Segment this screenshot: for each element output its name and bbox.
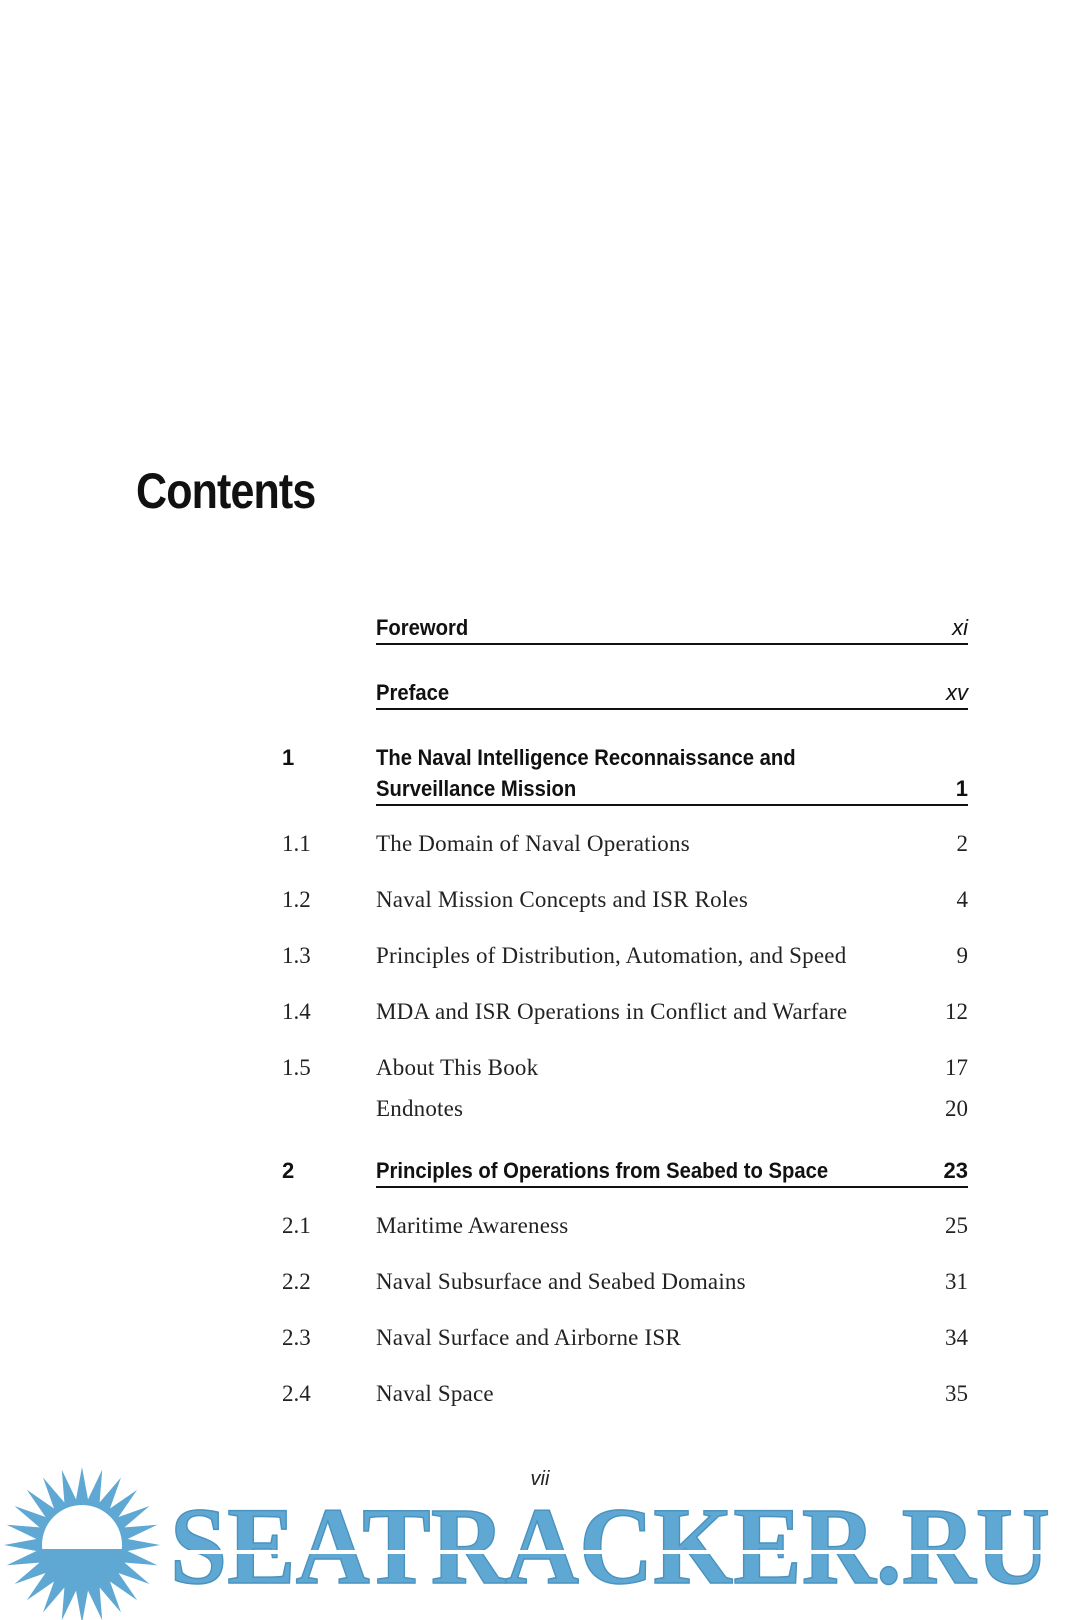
section-page: 17 xyxy=(945,1055,968,1080)
section-page: 35 xyxy=(945,1381,968,1406)
table-of-contents xyxy=(282,612,968,1409)
toc-section[interactable] xyxy=(282,996,968,1027)
toc-entry-body xyxy=(376,1093,968,1124)
toc-entry-body xyxy=(376,940,968,971)
toc-entry-body xyxy=(376,677,968,710)
toc-entry-preface[interactable] xyxy=(282,677,968,710)
section-number: 1.5 xyxy=(282,1055,311,1080)
chapter-number: 2 xyxy=(282,1158,295,1183)
toc-entry-body xyxy=(376,1155,968,1188)
toc-entry-body xyxy=(376,884,968,915)
toc-section[interactable] xyxy=(282,1378,968,1409)
watermark-text: SEATRACKER.RU xyxy=(170,1485,1050,1607)
toc-section[interactable] xyxy=(282,1210,968,1241)
toc-entry-body xyxy=(376,612,968,645)
toc-entry-title: Foreword xyxy=(376,615,469,640)
section-number: 2.2 xyxy=(282,1269,311,1294)
section-page: 31 xyxy=(945,1269,968,1294)
section-number: 1.1 xyxy=(282,831,311,856)
toc-entry-body xyxy=(376,1378,968,1409)
toc-entry-page: xi xyxy=(952,615,968,640)
section-number: 1.4 xyxy=(282,999,311,1024)
toc-entry-body xyxy=(376,1052,968,1083)
section-page: 9 xyxy=(956,943,968,968)
toc-endnotes[interactable] xyxy=(282,1093,968,1124)
section-title: Maritime Awareness xyxy=(376,1213,569,1238)
toc-entry-body xyxy=(376,1322,968,1353)
toc-entry-page: xv xyxy=(946,680,968,705)
section-page: 4 xyxy=(956,887,968,912)
chapter-page: 1 xyxy=(955,776,968,801)
chapter-page: 23 xyxy=(943,1158,968,1183)
toc-section[interactable] xyxy=(282,940,968,971)
sun-icon xyxy=(4,1467,160,1620)
section-number: 1.3 xyxy=(282,943,311,968)
toc-section[interactable] xyxy=(282,1052,968,1083)
toc-entry-body xyxy=(376,742,968,806)
section-page: 25 xyxy=(945,1213,968,1238)
section-page: 34 xyxy=(945,1325,968,1350)
section-title: Principles of Distribution, Automation, and Speed xyxy=(376,943,847,968)
section-title: Naval Space xyxy=(376,1381,494,1406)
section-number: 1.2 xyxy=(282,887,311,912)
section-title: About This Book xyxy=(376,1055,539,1080)
chapter-title: Principles of Operations from Seabed to Space xyxy=(376,1158,829,1183)
toc-section[interactable] xyxy=(282,1266,968,1297)
endnotes-page: 20 xyxy=(945,1096,968,1121)
section-number: 2.3 xyxy=(282,1325,311,1350)
section-number: 2.4 xyxy=(282,1381,311,1406)
section-title: Naval Subsurface and Seabed Domains xyxy=(376,1269,746,1294)
chapter-number: 1 xyxy=(282,745,295,770)
endnotes-title: Endnotes xyxy=(376,1096,464,1121)
toc-chapter-2[interactable] xyxy=(282,1155,968,1188)
chapter-title: The Naval Intelligence Reconnaissance and Surveillance Mission xyxy=(376,745,796,801)
toc-chapter-1[interactable] xyxy=(282,742,968,806)
section-title: Naval Mission Concepts and ISR Roles xyxy=(376,887,748,912)
section-title: Naval Surface and Airborne ISR xyxy=(376,1325,681,1350)
toc-entry-body xyxy=(376,1210,968,1241)
page-folio: vii xyxy=(530,1468,550,1490)
toc-entry-body xyxy=(376,828,968,859)
section-number: 2.1 xyxy=(282,1213,311,1238)
toc-entry-title: Preface xyxy=(376,680,450,705)
section-title: The Domain of Naval Operations xyxy=(376,831,690,856)
toc-entry-body xyxy=(376,1266,968,1297)
toc-section[interactable] xyxy=(282,828,968,859)
section-page: 12 xyxy=(945,999,968,1024)
watermark xyxy=(0,1450,1080,1620)
page-title: Contents xyxy=(136,463,316,519)
toc-entry-body xyxy=(376,996,968,1027)
section-page: 2 xyxy=(956,831,968,856)
section-title: MDA and ISR Operations in Conflict and Warfare xyxy=(376,999,848,1024)
toc-section[interactable] xyxy=(282,1322,968,1353)
toc-entry-foreword[interactable] xyxy=(282,612,968,645)
toc-section[interactable] xyxy=(282,884,968,915)
